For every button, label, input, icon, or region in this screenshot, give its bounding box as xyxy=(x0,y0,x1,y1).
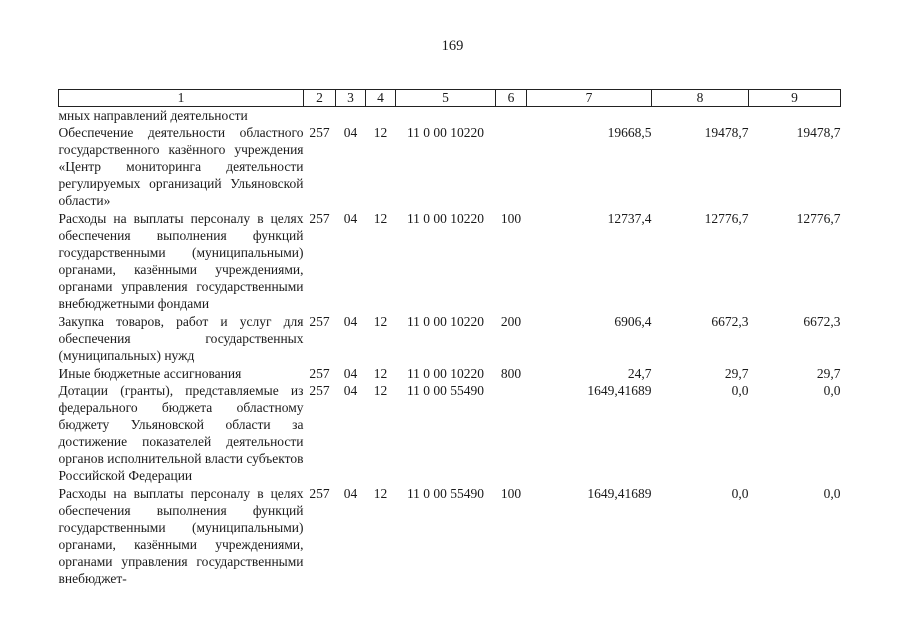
header-col-3: 3 xyxy=(336,90,366,107)
row-amount-8: 12776,7 xyxy=(704,211,749,226)
table-row xyxy=(59,485,841,587)
row-code-section: 04 xyxy=(343,125,358,140)
row-code-target: 11 0 00 55490 xyxy=(406,486,485,501)
row-amount-7: 1649,41689 xyxy=(587,383,652,398)
row-amount-8: 0,0 xyxy=(731,383,749,398)
row-code-ministry: 257 xyxy=(309,211,330,226)
table-row xyxy=(59,382,841,485)
row-code-expense-type xyxy=(496,382,527,485)
row-name: Обеспечение деятельности областного государственного казённого учреждения «Центр мониторинга деятельности регулируемых организаций Ульяновской области» xyxy=(58,125,304,208)
row-code-section: 04 xyxy=(343,383,358,398)
row-code-expense-type: 200 xyxy=(500,314,522,329)
header-col-2: 2 xyxy=(304,90,336,107)
row-amount-8: 0,0 xyxy=(731,486,749,501)
table-row xyxy=(59,210,841,313)
row-code-target: 11 0 00 10220 xyxy=(406,125,485,140)
row-code-subsection: 12 xyxy=(373,366,388,381)
row-amount-7: 24,7 xyxy=(627,366,652,381)
budget-table xyxy=(58,89,841,587)
row-amount-8 xyxy=(652,107,749,125)
header-col-7: 7 xyxy=(527,90,652,107)
row-name: мных направлений деятельности xyxy=(58,108,248,123)
table-row xyxy=(59,107,841,125)
row-code-target: 11 0 00 10220 xyxy=(406,366,485,381)
header-row xyxy=(59,90,841,107)
row-code-ministry: 257 xyxy=(309,366,330,381)
row-code-subsection: 12 xyxy=(373,211,388,226)
row-name: Расходы на выплаты персоналу в целях обеспечения выполнения функций государственными (муниципальными) органами, казёнными учреждениями, органами управления государственными внебюджет- xyxy=(58,486,304,586)
row-code-expense-type: 100 xyxy=(500,211,522,226)
row-code-subsection: 12 xyxy=(373,383,388,398)
table-row xyxy=(59,124,841,210)
page-number: 169 xyxy=(441,38,464,54)
row-code-ministry xyxy=(304,107,336,125)
table-row xyxy=(59,365,841,382)
row-code-target: 11 0 00 10220 xyxy=(406,314,485,329)
row-amount-9: 6672,3 xyxy=(803,314,841,329)
row-code-section xyxy=(336,107,366,125)
row-code-subsection xyxy=(366,107,396,125)
row-name: Дотации (гранты), представляемые из федерального бюджета областному бюджету Ульяновской области за достижение показателей деятельности органов исполнительной власти субъектов Российской Федерации xyxy=(58,383,304,483)
row-amount-9 xyxy=(749,107,841,125)
row-amount-9: 0,0 xyxy=(823,383,841,398)
row-amount-7: 12737,4 xyxy=(607,211,652,226)
row-amount-9: 29,7 xyxy=(816,366,841,381)
row-code-target: 11 0 00 55490 xyxy=(406,383,485,398)
table-row xyxy=(59,313,841,365)
row-code-expense-type: 800 xyxy=(500,366,522,381)
row-amount-7 xyxy=(527,107,652,125)
row-amount-7: 6906,4 xyxy=(614,314,652,329)
row-code-expense-type xyxy=(496,124,527,210)
header-col-6: 6 xyxy=(496,90,527,107)
row-code-section: 04 xyxy=(343,366,358,381)
row-amount-9: 19478,7 xyxy=(796,125,841,140)
row-code-subsection: 12 xyxy=(373,314,388,329)
row-name: Закупка товаров, работ и услуг для обеспечения государственных (муниципальных) нужд xyxy=(58,314,304,363)
row-amount-8: 29,7 xyxy=(724,366,749,381)
header-col-5: 5 xyxy=(396,90,496,107)
row-code-expense-type xyxy=(496,107,527,125)
row-code-ministry: 257 xyxy=(309,125,330,140)
row-amount-7: 1649,41689 xyxy=(587,486,652,501)
row-code-ministry: 257 xyxy=(309,486,330,501)
row-code-target: 11 0 00 10220 xyxy=(406,211,485,226)
row-amount-7: 19668,5 xyxy=(607,125,652,140)
row-name: Иные бюджетные ассигнования xyxy=(58,366,242,381)
row-code-ministry: 257 xyxy=(309,314,330,329)
header-col-9: 9 xyxy=(749,90,841,107)
header-col-8: 8 xyxy=(652,90,749,107)
row-name: Расходы на выплаты персоналу в целях обеспечения выполнения функций государственными (муниципальными) органами, казёнными учреждениями, органами управления государственными внебюджетными фондами xyxy=(58,211,304,311)
row-code-section: 04 xyxy=(343,486,358,501)
row-code-subsection: 12 xyxy=(373,486,388,501)
row-code-subsection: 12 xyxy=(373,125,388,140)
row-amount-8: 6672,3 xyxy=(711,314,749,329)
row-code-section: 04 xyxy=(343,211,358,226)
header-col-1: 1 xyxy=(59,90,304,107)
row-code-target xyxy=(396,107,496,125)
row-code-expense-type: 100 xyxy=(500,486,522,501)
row-amount-8: 19478,7 xyxy=(704,125,749,140)
header-col-4: 4 xyxy=(366,90,396,107)
row-amount-9: 12776,7 xyxy=(796,211,841,226)
row-amount-9: 0,0 xyxy=(823,486,841,501)
budget-table-area xyxy=(58,89,840,587)
row-code-ministry: 257 xyxy=(309,383,330,398)
row-code-section: 04 xyxy=(343,314,358,329)
